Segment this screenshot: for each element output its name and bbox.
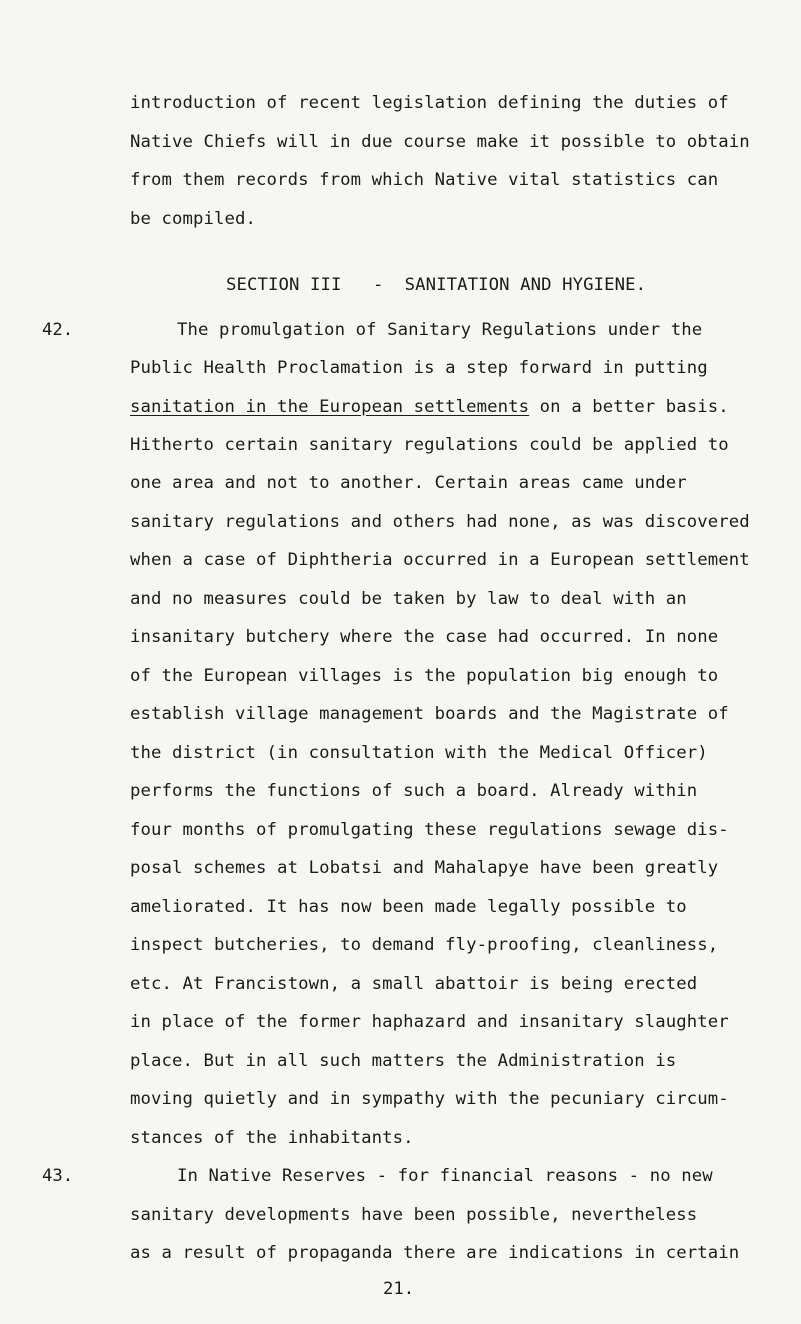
para43-line-2: sanitary developments have been possible, nevertheless xyxy=(130,1204,698,1225)
intro-line-3: from them records from which Native vital statistics can xyxy=(130,169,719,190)
para42-line-8: and no measures could be taken by law to deal with an xyxy=(130,588,687,609)
para42-line-17: inspect butcheries, to demand fly-proofing, cleanliness, xyxy=(130,935,719,956)
paragraph-number-43: 43. xyxy=(42,1166,74,1187)
para42-line-3-rest: on a better basis. xyxy=(529,396,729,417)
para42-line-16: ameliorated. It has now been made legally possible to xyxy=(130,896,687,917)
para42-line-2: Public Health Proclamation is a step forward in putting xyxy=(130,358,708,379)
underlined-phrase: sanitation in the European settlements xyxy=(130,396,530,417)
para42-line-15: posal schemes at Lobatsi and Mahalapye have been greatly xyxy=(130,858,719,879)
intro-line-1: introduction of recent legislation defining the duties of xyxy=(130,93,729,113)
paragraph-number-42: 42. xyxy=(42,319,74,340)
para42-line-5: one area and not to another. Certain areas came under xyxy=(130,473,687,494)
para42-line-20: place. But in all such matters the Administration is xyxy=(130,1050,677,1071)
para42-line-12: the district (in consultation with the Medical Officer) xyxy=(130,742,708,763)
para42-line-6: sanitary regulations and others had none, as was discovered xyxy=(130,511,750,532)
para43-line-3: as a result of propaganda there are indications in certain xyxy=(130,1243,740,1263)
para42-line-10: of the European villages is the population big enough to xyxy=(130,665,719,686)
para42-line-13: performs the functions of such a board. Already within xyxy=(130,781,698,802)
para42-line-7: when a case of Diphtheria occurred in a European settlement xyxy=(130,550,750,571)
para42-line-14: four months of promulgating these regulations sewage dis- xyxy=(130,819,729,840)
para42-line-3 xyxy=(130,396,729,418)
intro-line-2: Native Chiefs will in due course make it possible to obtain xyxy=(130,131,750,152)
section-heading: SECTION III - SANITATION AND HYGIENE. xyxy=(226,274,647,295)
para42-line-9: insanitary butchery where the case had occurred. In none xyxy=(130,627,719,648)
para42-line-22: stances of the inhabitants. xyxy=(130,1127,414,1148)
para42-line-11: establish village management boards and the Magistrate of xyxy=(130,704,729,725)
para42-line-21: moving quietly and in sympathy with the pecuniary circum- xyxy=(130,1089,729,1110)
para42-line-1: The promulgation of Sanitary Regulations under the xyxy=(177,319,703,340)
para42-line-19: in place of the former haphazard and insanitary slaughter xyxy=(130,1012,729,1033)
page-number: 21. xyxy=(383,1279,415,1299)
para42-line-4: Hitherto certain sanitary regulations could be applied to xyxy=(130,435,729,455)
intro-line-4: be compiled. xyxy=(130,208,257,229)
para43-line-1: In Native Reserves - for financial reasons - no new xyxy=(177,1166,713,1187)
para42-line-18: etc. At Francistown, a small abattoir is being erected xyxy=(130,973,698,994)
